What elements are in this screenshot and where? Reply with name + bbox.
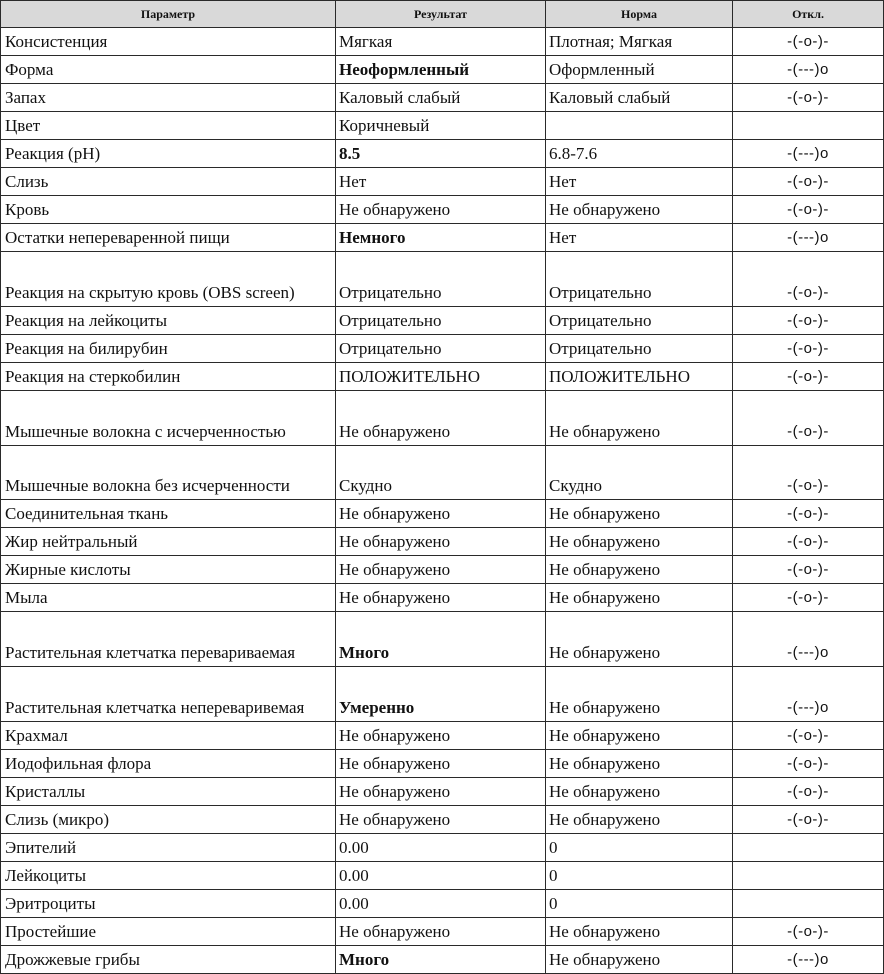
param-cell: Дрожжевые грибы (1, 945, 336, 973)
table-row (1, 584, 884, 612)
header-param: Параметр (1, 1, 336, 28)
result-cell: Не обнаружено (336, 917, 546, 945)
deviation-cell: -(-o-)- (733, 917, 884, 945)
norm-cell: Каловый слабый (546, 84, 733, 112)
deviation-cell: -(-o-)- (733, 528, 884, 556)
result-cell: 0.00 (336, 833, 546, 861)
norm-cell: Не обнаружено (546, 749, 733, 777)
norm-cell: Оформленный (546, 56, 733, 84)
result-cell: Не обнаружено (336, 390, 546, 445)
result-cell: Отрицательно (336, 334, 546, 362)
result-cell: Каловый слабый (336, 84, 546, 112)
param-cell: Жир нейтральный (1, 528, 336, 556)
param-cell: Консистенция (1, 28, 336, 56)
param-cell: Эритроциты (1, 889, 336, 917)
result-cell: Мягкая (336, 28, 546, 56)
table-row (1, 528, 884, 556)
param-cell: Мышечные волокна без исчерченности (1, 445, 336, 500)
deviation-cell: -(-o-)- (733, 721, 884, 749)
result-cell: Скудно (336, 445, 546, 500)
result-cell: Не обнаружено (336, 777, 546, 805)
table-row (1, 945, 884, 973)
table-row (1, 917, 884, 945)
header-result: Результат (336, 1, 546, 28)
param-cell: Мыла (1, 584, 336, 612)
deviation-cell: -(-o-)- (733, 556, 884, 584)
result-cell: Не обнаружено (336, 721, 546, 749)
param-cell: Иодофильная флора (1, 749, 336, 777)
deviation-cell: -(---)o (733, 612, 884, 667)
result-cell: 0.00 (336, 889, 546, 917)
param-cell: Остатки непереваренной пищи (1, 224, 336, 252)
deviation-cell: -(-o-)- (733, 306, 884, 334)
table-row (1, 445, 884, 500)
table-row (1, 252, 884, 307)
deviation-cell: -(-o-)- (733, 334, 884, 362)
table-row (1, 833, 884, 861)
table-body (1, 28, 884, 974)
result-cell: Не обнаружено (336, 528, 546, 556)
param-cell: Жирные кислоты (1, 556, 336, 584)
deviation-cell: -(-o-)- (733, 28, 884, 56)
deviation-cell: -(---)o (733, 667, 884, 722)
norm-cell: 6.8-7.6 (546, 140, 733, 168)
deviation-cell: -(---)o (733, 140, 884, 168)
result-cell: 8.5 (336, 140, 546, 168)
deviation-cell: -(-o-)- (733, 584, 884, 612)
norm-cell: Отрицательно (546, 306, 733, 334)
table-row (1, 777, 884, 805)
deviation-cell: -(-o-)- (733, 168, 884, 196)
table-row (1, 861, 884, 889)
deviation-cell: -(-o-)- (733, 749, 884, 777)
deviation-cell (733, 112, 884, 140)
param-cell: Запах (1, 84, 336, 112)
table-row (1, 56, 884, 84)
table-row (1, 889, 884, 917)
norm-cell: Не обнаружено (546, 584, 733, 612)
norm-cell: Скудно (546, 445, 733, 500)
table-header (1, 1, 884, 28)
table-row (1, 224, 884, 252)
norm-cell: Плотная; Мягкая (546, 28, 733, 56)
param-cell: Мышечные волокна с исчерченностью (1, 390, 336, 445)
norm-cell: 0 (546, 833, 733, 861)
param-cell: Крахмал (1, 721, 336, 749)
result-cell: Коричневый (336, 112, 546, 140)
result-cell: Не обнаружено (336, 805, 546, 833)
param-cell: Реакция (pH) (1, 140, 336, 168)
table-row (1, 390, 884, 445)
deviation-cell: -(-o-)- (733, 390, 884, 445)
deviation-cell: -(-o-)- (733, 777, 884, 805)
norm-cell: Не обнаружено (546, 721, 733, 749)
param-cell: Растительная клетчатка непереваривемая (1, 667, 336, 722)
result-cell: Не обнаружено (336, 500, 546, 528)
norm-cell (546, 112, 733, 140)
result-cell: Отрицательно (336, 306, 546, 334)
header-norm: Норма (546, 1, 733, 28)
deviation-cell: -(-o-)- (733, 196, 884, 224)
norm-cell: Не обнаружено (546, 612, 733, 667)
norm-cell: Не обнаружено (546, 667, 733, 722)
norm-cell: Отрицательно (546, 252, 733, 307)
deviation-cell: -(---)o (733, 224, 884, 252)
param-cell: Цвет (1, 112, 336, 140)
norm-cell: Не обнаружено (546, 500, 733, 528)
param-cell: Лейкоциты (1, 861, 336, 889)
param-cell: Реакция на стеркобилин (1, 362, 336, 390)
norm-cell: 0 (546, 889, 733, 917)
norm-cell: Нет (546, 224, 733, 252)
deviation-cell: -(---)o (733, 56, 884, 84)
table-row (1, 112, 884, 140)
result-cell: Неоформленный (336, 56, 546, 84)
result-cell: Много (336, 945, 546, 973)
table-row (1, 805, 884, 833)
deviation-cell: -(-o-)- (733, 805, 884, 833)
param-cell: Слизь (микро) (1, 805, 336, 833)
table-row (1, 196, 884, 224)
deviation-cell: -(-o-)- (733, 500, 884, 528)
result-cell: ПОЛОЖИТЕЛЬНО (336, 362, 546, 390)
table-row (1, 612, 884, 667)
result-cell: Отрицательно (336, 252, 546, 307)
deviation-cell: -(-o-)- (733, 252, 884, 307)
deviation-cell (733, 861, 884, 889)
norm-cell: Не обнаружено (546, 777, 733, 805)
param-cell: Форма (1, 56, 336, 84)
deviation-cell: -(-o-)- (733, 362, 884, 390)
result-cell: Много (336, 612, 546, 667)
table-row (1, 667, 884, 722)
header-row (1, 1, 884, 28)
result-cell: Немного (336, 224, 546, 252)
deviation-cell: -(-o-)- (733, 84, 884, 112)
norm-cell: Не обнаружено (546, 196, 733, 224)
param-cell: Соединительная ткань (1, 500, 336, 528)
norm-cell: Не обнаружено (546, 917, 733, 945)
deviation-cell: -(---)o (733, 945, 884, 973)
norm-cell: Не обнаружено (546, 556, 733, 584)
deviation-cell (733, 889, 884, 917)
param-cell: Простейшие (1, 917, 336, 945)
norm-cell: Не обнаружено (546, 945, 733, 973)
deviation-cell (733, 833, 884, 861)
norm-cell: Нет (546, 168, 733, 196)
norm-cell: ПОЛОЖИТЕЛЬНО (546, 362, 733, 390)
result-cell: Не обнаружено (336, 749, 546, 777)
result-cell: Не обнаружено (336, 584, 546, 612)
result-cell: 0.00 (336, 861, 546, 889)
norm-cell: 0 (546, 861, 733, 889)
header-deviation: Откл. (733, 1, 884, 28)
table-row (1, 306, 884, 334)
param-cell: Кристаллы (1, 777, 336, 805)
norm-cell: Отрицательно (546, 334, 733, 362)
param-cell: Кровь (1, 196, 336, 224)
result-cell: Не обнаружено (336, 556, 546, 584)
norm-cell: Не обнаружено (546, 390, 733, 445)
param-cell: Слизь (1, 168, 336, 196)
table-row (1, 500, 884, 528)
result-cell: Умеренно (336, 667, 546, 722)
param-cell: Реакция на билирубин (1, 334, 336, 362)
table-row (1, 168, 884, 196)
deviation-cell: -(-o-)- (733, 445, 884, 500)
table-row (1, 362, 884, 390)
result-cell: Нет (336, 168, 546, 196)
table-row (1, 140, 884, 168)
table-row (1, 334, 884, 362)
table-row (1, 556, 884, 584)
table-row (1, 84, 884, 112)
param-cell: Растительная клетчатка перевариваемая (1, 612, 336, 667)
table-row (1, 721, 884, 749)
param-cell: Реакция на скрытую кровь (OBS screen) (1, 252, 336, 307)
param-cell: Эпителий (1, 833, 336, 861)
norm-cell: Не обнаружено (546, 805, 733, 833)
param-cell: Реакция на лейкоциты (1, 306, 336, 334)
norm-cell: Не обнаружено (546, 528, 733, 556)
table-row (1, 28, 884, 56)
result-cell: Не обнаружено (336, 196, 546, 224)
table-row (1, 749, 884, 777)
